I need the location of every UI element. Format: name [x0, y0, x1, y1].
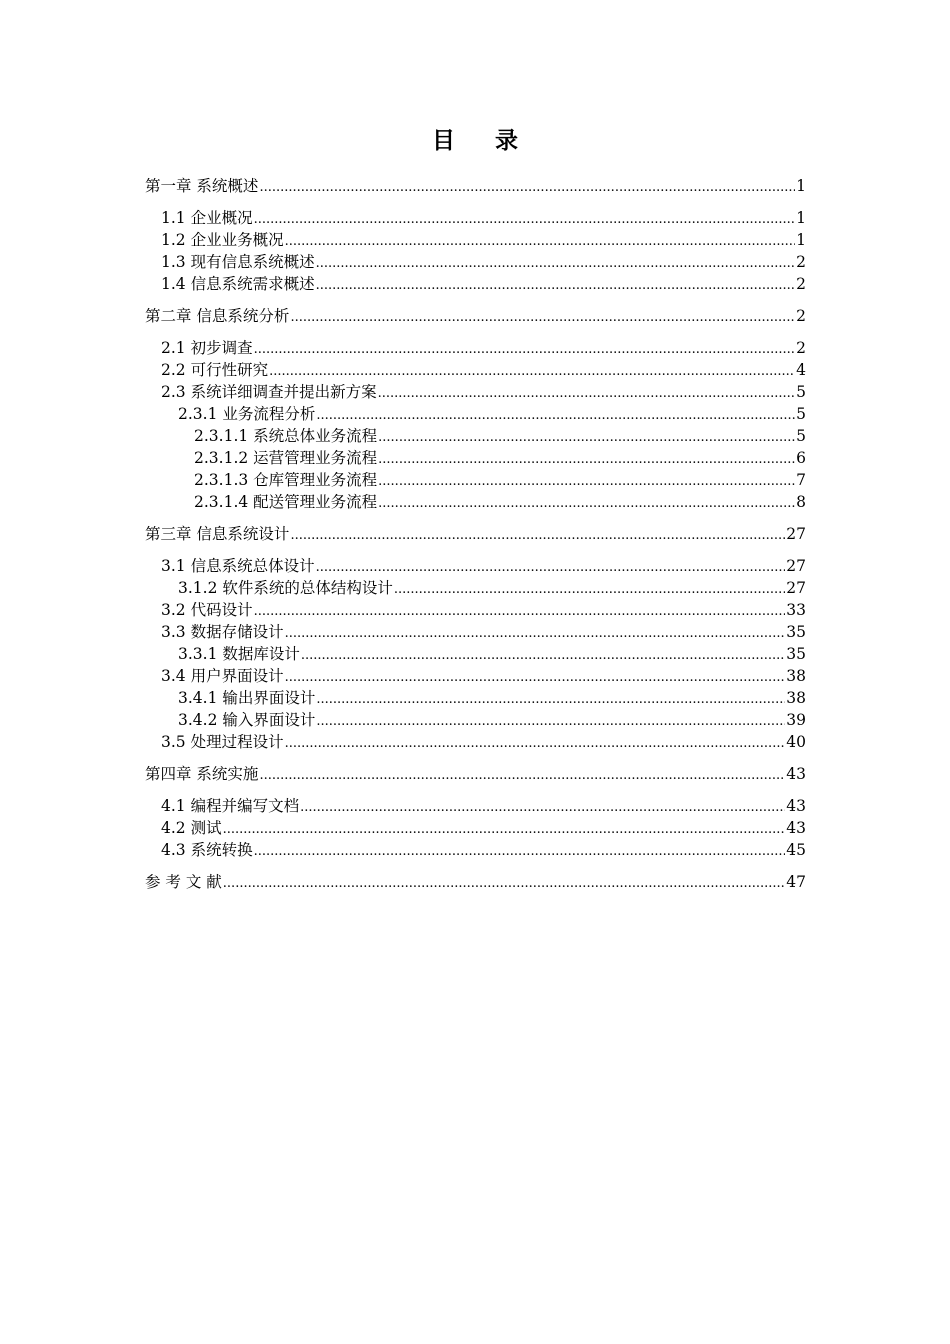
toc-entry-label: 3.1 信息系统总体设计	[161, 557, 315, 575]
toc-leader-dots	[290, 525, 785, 547]
toc-section-3-3[interactable]	[145, 621, 806, 643]
toc-section-1-2[interactable]	[145, 229, 806, 251]
toc-page-number: 2	[796, 307, 806, 325]
toc-leader-dots	[316, 253, 796, 275]
toc-entry-label: 2.1 初步调查	[161, 339, 253, 357]
toc-chapter-2[interactable]	[145, 305, 806, 327]
toc-section-2-3-1[interactable]	[145, 403, 806, 425]
toc-page-number: 1	[796, 209, 806, 227]
toc-section-1-4[interactable]	[145, 273, 806, 295]
toc-page-number: 5	[796, 383, 806, 401]
toc-leader-dots	[269, 361, 795, 383]
toc-section-4-2[interactable]	[145, 817, 806, 839]
toc-page-number: 43	[786, 819, 806, 837]
toc-page-number: 5	[796, 427, 806, 445]
toc-section-1-1[interactable]	[145, 207, 806, 229]
toc-chapter-1[interactable]	[145, 175, 806, 197]
toc-section-3-3-1[interactable]	[145, 643, 806, 665]
toc-page-number: 27	[786, 525, 806, 543]
toc-leader-dots	[394, 579, 785, 601]
toc-section-2-3[interactable]	[145, 381, 806, 403]
toc-page-number: 45	[786, 841, 806, 859]
toc-page-number: 43	[786, 765, 806, 783]
toc-section-3-5[interactable]	[145, 731, 806, 753]
toc-page-number: 27	[786, 557, 806, 575]
toc-entry-label: 3.2 代码设计	[161, 601, 253, 619]
toc-page-number: 5	[796, 405, 806, 423]
toc-section-3-4-1[interactable]	[145, 687, 806, 709]
toc-entry-label: 2.3.1.2 运营管理业务流程	[194, 449, 378, 467]
toc-entry-label: 参 考 文 献	[145, 873, 222, 891]
toc-entry-label: 第三章 信息系统设计	[145, 525, 290, 543]
toc-leader-dots	[316, 275, 796, 297]
toc-page-number: 35	[786, 623, 806, 641]
toc-entry-label: 3.3.1 数据库设计	[178, 645, 300, 663]
toc-leader-dots	[316, 711, 785, 733]
toc-leader-dots	[223, 819, 786, 841]
toc-entry-label: 3.1.2 软件系统的总体结构设计	[178, 579, 393, 597]
toc-section-4-3[interactable]	[145, 839, 806, 861]
toc-chapter-3[interactable]	[145, 523, 806, 545]
toc-leader-dots	[285, 733, 786, 755]
toc-leader-dots	[223, 873, 785, 895]
toc-leader-dots	[285, 667, 786, 689]
toc-entry-label: 1.4 信息系统需求概述	[161, 275, 315, 293]
toc-leader-dots	[259, 765, 785, 787]
toc-section-3-4[interactable]	[145, 665, 806, 687]
toc-entry-label: 第一章 系统概述	[145, 177, 259, 195]
toc-entry-label: 1.2 企业业务概况	[161, 231, 284, 249]
toc-entry-label: 第四章 系统实施	[145, 765, 259, 783]
toc-entry-label: 1.1 企业概况	[161, 209, 253, 227]
toc-page-number: 2	[796, 275, 806, 293]
toc-leader-dots	[378, 449, 795, 471]
toc-leader-dots	[254, 601, 786, 623]
toc-section-3-1[interactable]	[145, 555, 806, 577]
toc-entry-label: 4.2 测试	[161, 819, 222, 837]
toc-page-number: 6	[796, 449, 806, 467]
toc-page-number: 7	[796, 471, 806, 489]
toc-page-number: 38	[786, 667, 806, 685]
toc-entry-label: 1.3 现有信息系统概述	[161, 253, 315, 271]
toc-leader-dots	[254, 339, 796, 361]
toc-entry-label: 4.1 编程并编写文档	[161, 797, 300, 815]
toc-entry-label: 3.4 用户界面设计	[161, 667, 284, 685]
toc-page-number: 47	[786, 873, 806, 891]
toc-entry-label: 3.3 数据存储设计	[161, 623, 284, 641]
toc-leader-dots	[259, 177, 795, 199]
toc-page-number: 38	[786, 689, 806, 707]
toc-leader-dots	[316, 405, 795, 427]
toc-entry-label: 3.4.1 输出界面设计	[178, 689, 316, 707]
toc-section-2-3-1-3[interactable]	[145, 469, 806, 491]
toc-leader-dots	[285, 623, 786, 645]
toc-leader-dots	[290, 307, 795, 329]
toc-page-number: 35	[786, 645, 806, 663]
toc-entry-label: 2.3.1.1 系统总体业务流程	[194, 427, 378, 445]
toc-entry-label: 3.4.2 输入界面设计	[178, 711, 316, 729]
toc-leader-dots	[378, 383, 796, 405]
toc-page-number: 2	[796, 253, 806, 271]
toc-page-number: 2	[796, 339, 806, 357]
toc-entry-label: 3.5 处理过程设计	[161, 733, 284, 751]
toc-page-number: 33	[786, 601, 806, 619]
toc-page-number: 39	[786, 711, 806, 729]
toc-section-4-1[interactable]	[145, 795, 806, 817]
toc-leader-dots	[254, 209, 796, 231]
toc-page-number: 1	[796, 231, 806, 249]
toc-page-number: 4	[796, 361, 806, 379]
toc-entry-label: 2.3.1.3 仓库管理业务流程	[194, 471, 378, 489]
toc-section-2-3-1-4[interactable]	[145, 491, 806, 513]
table-of-contents	[145, 175, 806, 893]
toc-section-2-1[interactable]	[145, 337, 806, 359]
toc-leader-dots	[300, 797, 785, 819]
toc-leader-dots	[316, 557, 786, 579]
toc-entry-label: 第二章 信息系统分析	[145, 307, 290, 325]
toc-section-3-1-2[interactable]	[145, 577, 806, 599]
toc-leader-dots	[316, 689, 785, 711]
toc-page-number: 40	[786, 733, 806, 751]
toc-page-number: 27	[786, 579, 806, 597]
toc-section-1-3[interactable]	[145, 251, 806, 273]
toc-chapter-4[interactable]	[145, 763, 806, 785]
toc-entry-label: 4.3 系统转换	[161, 841, 253, 859]
toc-references[interactable]	[145, 871, 806, 893]
toc-page-number: 43	[786, 797, 806, 815]
toc-section-2-3-1-1[interactable]	[145, 425, 806, 447]
toc-entry-label: 2.3.1.4 配送管理业务流程	[194, 493, 378, 511]
toc-page-number: 8	[796, 493, 806, 511]
toc-leader-dots	[378, 427, 795, 449]
toc-section-2-3-1-2[interactable]	[145, 447, 806, 469]
toc-section-3-4-2[interactable]	[145, 709, 806, 731]
toc-leader-dots	[254, 841, 786, 863]
toc-entry-label: 2.2 可行性研究	[161, 361, 269, 379]
toc-leader-dots	[301, 645, 785, 667]
toc-page-number: 1	[796, 177, 806, 195]
toc-entry-label: 2.3.1 业务流程分析	[178, 405, 316, 423]
toc-leader-dots	[285, 231, 796, 253]
toc-section-2-2[interactable]	[145, 359, 806, 381]
page-title: 目 录	[431, 128, 534, 154]
toc-leader-dots	[378, 493, 795, 515]
toc-leader-dots	[378, 471, 795, 493]
toc-section-3-2[interactable]	[145, 599, 806, 621]
toc-entry-label: 2.3 系统详细调查并提出新方案	[161, 383, 377, 401]
